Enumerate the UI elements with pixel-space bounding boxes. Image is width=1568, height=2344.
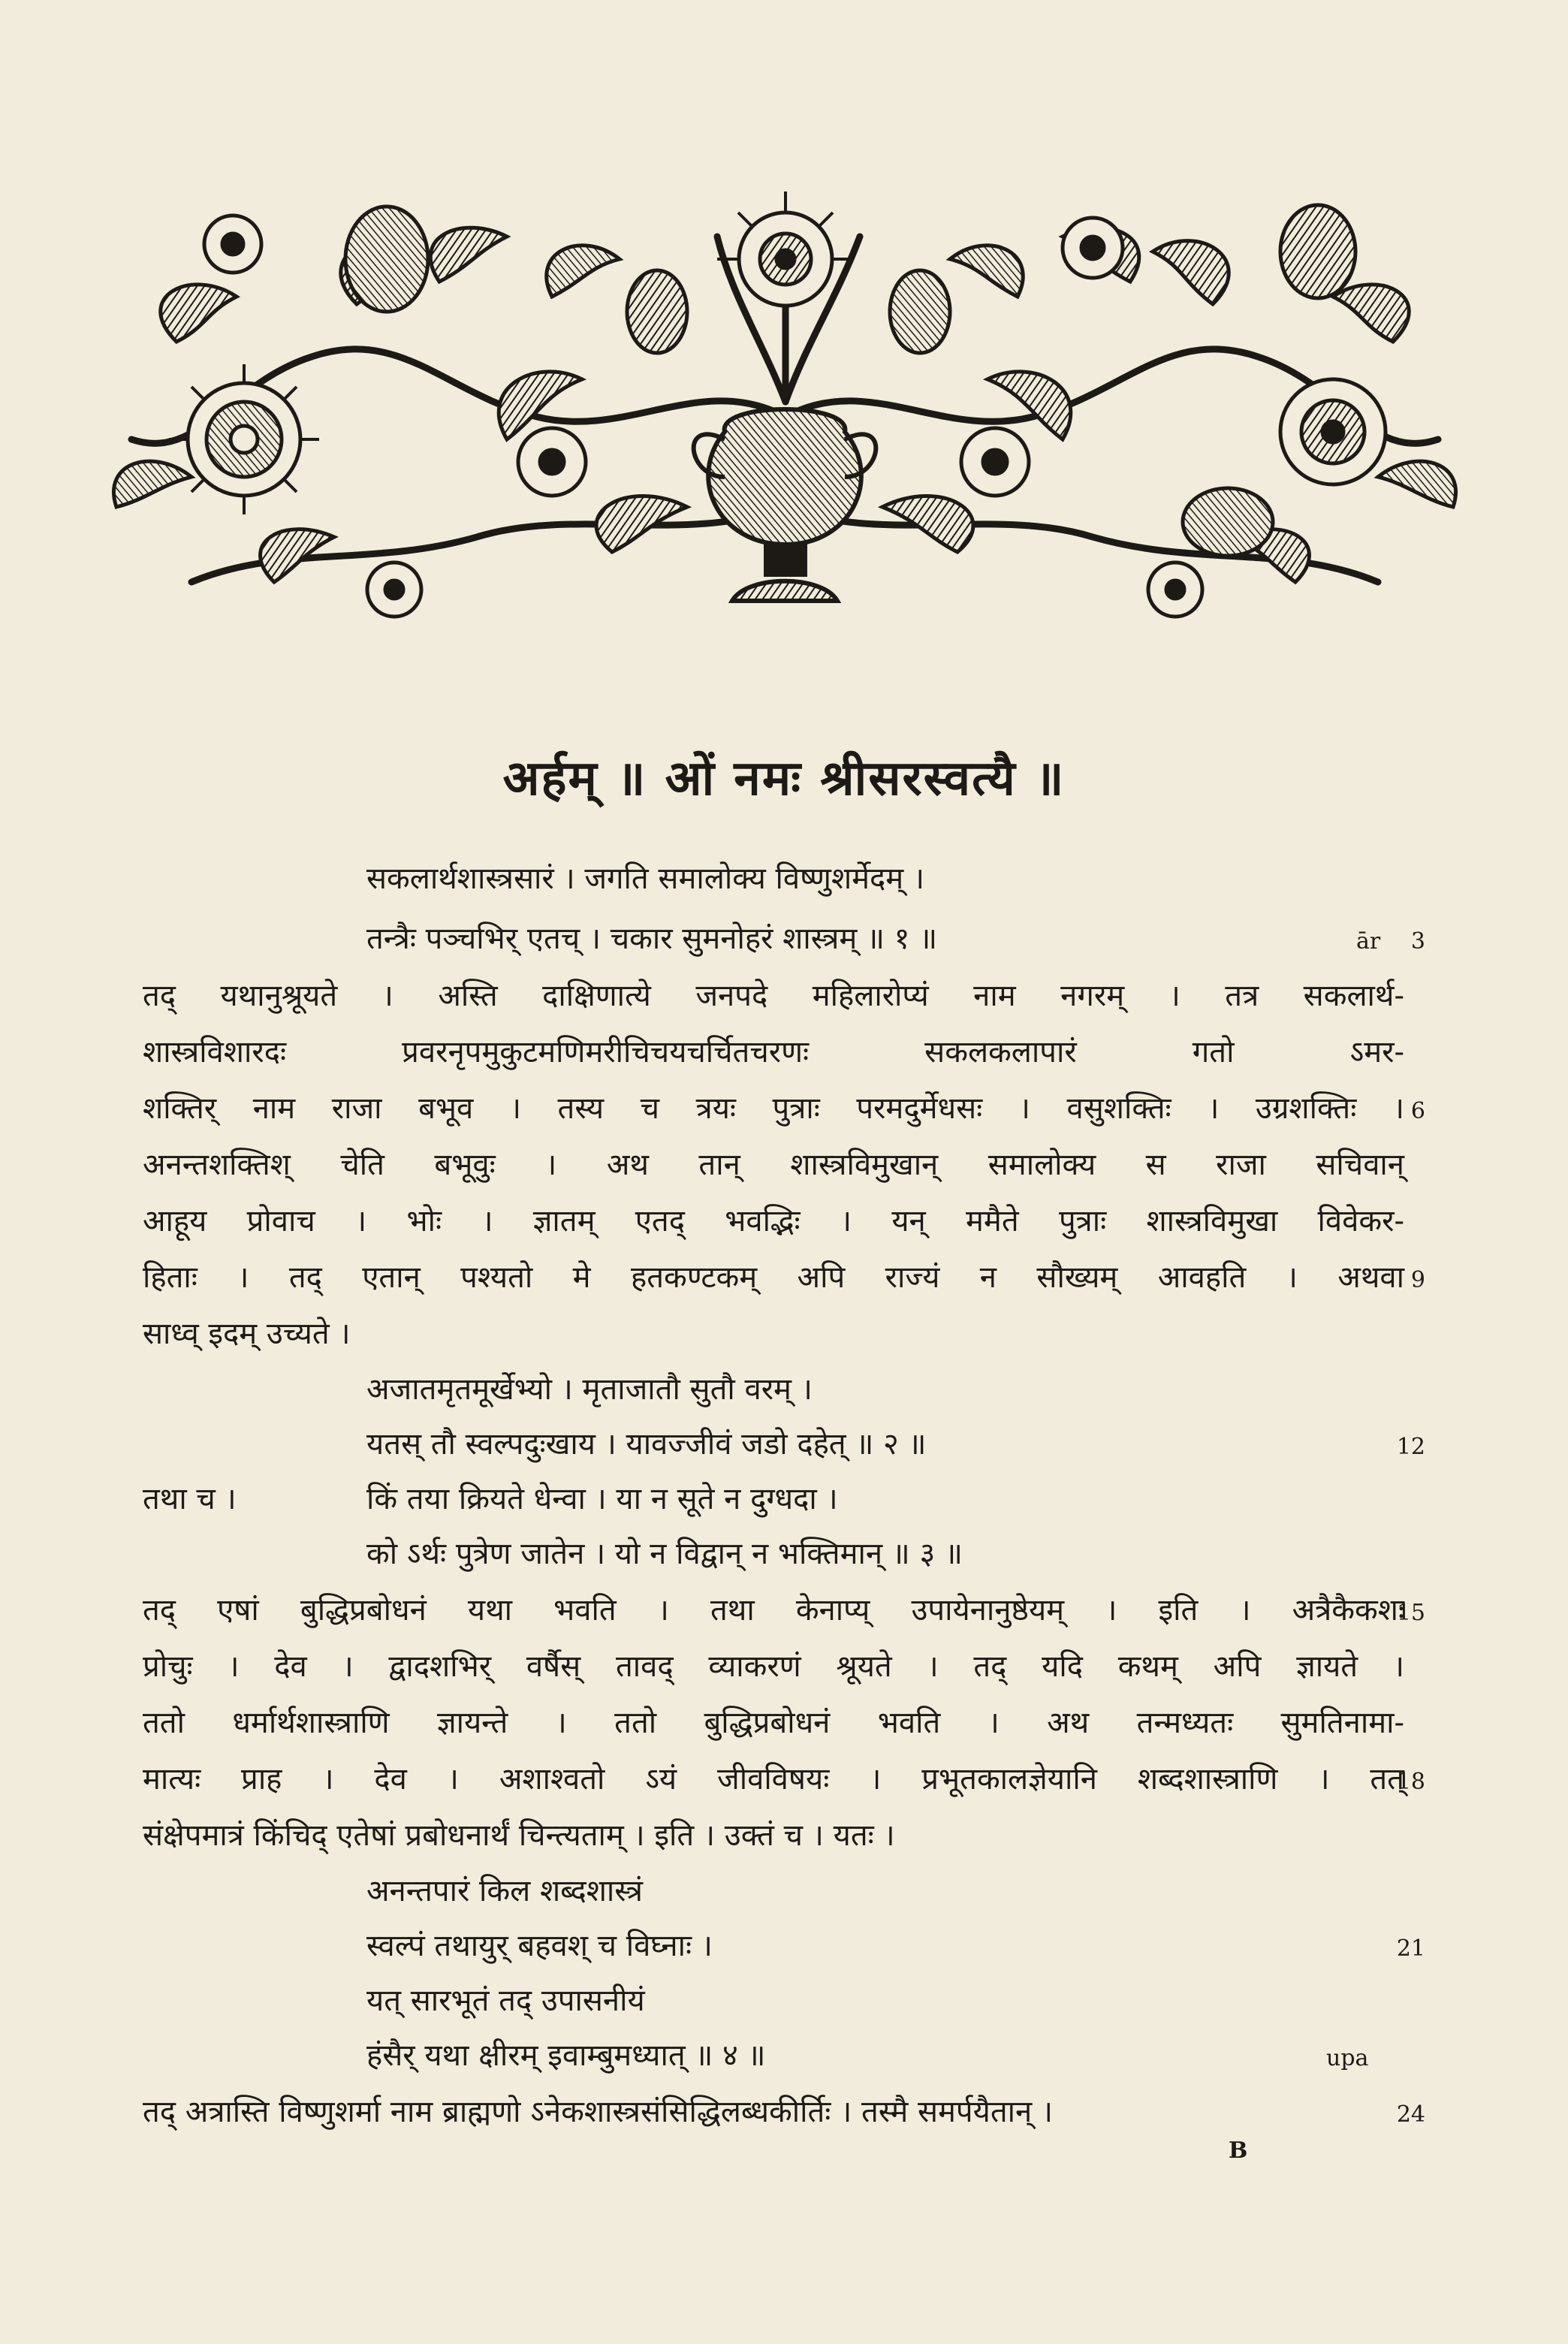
text-line: अनन्तपारं किल शब्दशास्त्रं [366,1874,643,1908]
line-number: 3 [1410,928,1425,955]
text-line: यतस् तौ स्वल्पदुःखाय । यावज्जीवं जडो दहेत् ॥ २ ॥ [366,1427,927,1462]
text-line: अजातमृतमूर्खेभ्यो । मृताजातौ सुतौ वरम् । [366,1372,813,1407]
text-line: ततो धर्मार्थशास्त्राणि ज्ञायन्ते । ततो बुद्धिप्रबोधनं भवति । अथ तन्मध्यतः सुमतिनामा- [143,1706,1404,1740]
line-number: 6 [1410,1098,1425,1124]
signature-mark: B [1229,2137,1248,2164]
text-line: संक्षेपमात्रं किंचिद् एतेषां प्रबोधनार्थं चिन्त्यताम् । इति । उक्तं च । यतः । [143,1818,895,1853]
margin-note: upa [1326,2045,1369,2071]
text-line: स्वल्पं तथायुर् बहवश् च विघ्नाः । [366,1929,713,1963]
text-line: यत् सारभूतं तद् उपासनीयं [366,1984,645,2018]
text-line: शास्त्रविशारदः प्रवरनृपमुकुटमणिमरीचिचयचर्चितचरणः सकलकलापारं गतो ऽमर- [143,1035,1404,1069]
line-number: 18 [1396,1769,1425,1795]
invocation-heading: अर्हम् ॥ ओं नमः श्रीसरस्वत्यै ॥ [502,750,1066,807]
line-number: 9 [1410,1267,1425,1293]
line-number: 12 [1396,1434,1425,1460]
text-line: हंसैर् यथा क्षीरम् इवाम्बुमध्यात् ॥ ४ ॥ [366,2038,766,2073]
text-line: किं तया क्रियते धेन्वा । या न सूते न दुग्धदा । [366,1482,838,1516]
text-line: अनन्तशक्तिश् चेति बभूवुः । अथ तान् शास्त्रविमुखान् समालोक्य स राजा सचिवान् [143,1148,1404,1182]
text-line: तन्त्रैः पञ्चभिर् एतच् । चकार सुमनोहरं शास्त्रम् ॥ १ ॥ [366,922,938,956]
text-line: तद् एषां बुद्धिप्रबोधनं यथा भवति । तथा केनाप्य् उपायेनानुष्ठेयम् । इति । अत्रैकैकशः [143,1593,1404,1628]
text-line: सकलार्थशास्त्रसारं । जगति समालोक्य विष्णुशर्मेदम् । [366,861,925,896]
text-line: आहूय प्रोवाच । भोः । ज्ञातम् एतद् भवद्भिः । यन् ममैते पुत्राः शास्त्रविमुखा विवेकर- [143,1204,1404,1238]
line-number: 21 [1396,1935,1425,1962]
text-line: साध्व् इदम् उच्यते । [143,1317,351,1351]
text-line: प्रोचुः । देव । द्वादशभिर् वर्षैस् तावद् व्याकरणं श्रूयते । तद् यदि कथम् अपि ज्ञायते । [143,1649,1404,1684]
line-number: 15 [1396,1600,1425,1626]
text-line: शक्तिर् नाम राजा बभूव । तस्य च त्रयः पुत्राः परमदुर्मेधसः । वसुशक्तिः । उग्रशक्तिः । [143,1091,1404,1126]
text-line: तद् अत्रास्ति विष्णुशर्मा नाम ब्राह्मणो ऽनेकशास्त्रसंसिद्धिलब्धकीर्तिः । तस्मै समर्पयैतान् । [143,2095,1054,2129]
floral-vase-ornament-icon [86,192,1485,631]
text-line: तथा च । [143,1482,237,1516]
text-line: हिताः । तद् एतान् पश्यतो मे हतकण्टकम् अपि राज्यं न सौख्यम् आवहति । अथवा [143,1260,1404,1295]
margin-note: ār [1356,928,1381,955]
text-line: मात्यः प्राह । देव । अशाश्वतो ऽयं जीवविषयः । प्रभूतकालज्ञेयानि शब्दशास्त्राणि । तत् [143,1762,1404,1796]
line-number: 24 [1396,2101,1425,2128]
text-line: तद् यथानुश्रूयते । अस्ति दाक्षिणात्ये जनपदे महिलारोप्यं नाम नगरम् । तत्र सकलार्थ- [143,979,1404,1013]
text-line: को ऽर्थः पुत्रेण जातेन । यो न विद्वान् न भक्तिमान् ॥ ३ ॥ [366,1537,963,1571]
